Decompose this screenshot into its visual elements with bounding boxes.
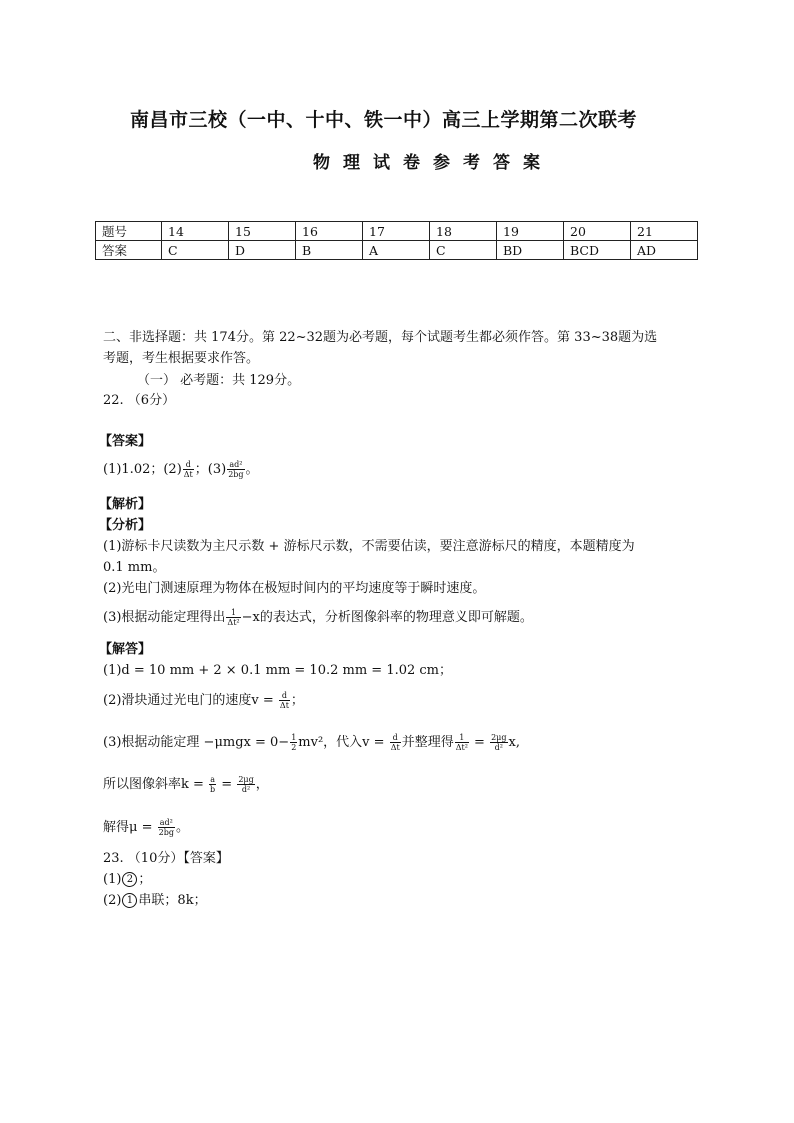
row-label-question: 题号 — [96, 222, 162, 241]
fraction — [237, 775, 254, 794]
fraction-numerator: d — [279, 691, 290, 701]
answer-text: ；(3) — [194, 462, 227, 477]
question-number: 18 — [430, 222, 497, 241]
fraction — [455, 733, 469, 752]
fraction — [209, 775, 216, 794]
solution-line — [103, 815, 189, 841]
answer-cell: D — [229, 241, 296, 260]
q22-analysis-heading: 【解析】 — [99, 497, 152, 512]
solution-text: mv²，代入v = — [298, 735, 389, 750]
fraction-denominator: Δt — [390, 743, 400, 752]
analysis-text: (3)根据动能定理得出 — [103, 610, 226, 625]
solution-text: ， — [255, 777, 269, 792]
page-title: 南昌市三校（一中、十中、铁一中）高三上学期第二次联考 — [130, 109, 638, 131]
fraction-denominator: 2bg — [158, 828, 174, 837]
row-label-answer: 答案 — [96, 241, 162, 260]
solution-text: 解得μ = — [103, 820, 157, 835]
solution-line: (1)d = 10 mm + 2 × 0.1 mm = 10.2 mm = 1.02 cm； — [103, 663, 453, 678]
fraction-numerator: ad² — [227, 460, 244, 470]
fraction — [490, 733, 507, 752]
required-section-label: （一） 必考题：共 129分。 — [137, 373, 301, 388]
fraction — [226, 608, 240, 627]
fraction-denominator: b — [210, 785, 216, 794]
fraction-numerator: 2μg — [491, 733, 507, 742]
answer-text: 。 — [245, 462, 259, 477]
analysis-line: (2)光电门测速原理为物体在极短时间内的平均速度等于瞬时速度。 — [103, 581, 486, 596]
solution-text: 并整理得 — [401, 735, 454, 750]
question-number: 20 — [564, 222, 631, 241]
answer-text: (1)1.02；(2) — [103, 462, 182, 477]
fraction — [279, 691, 290, 710]
fraction — [390, 733, 401, 752]
solution-text: ； — [290, 693, 304, 708]
fraction — [227, 460, 244, 479]
question-number: 15 — [229, 222, 296, 241]
question-number: 21 — [631, 222, 698, 241]
answer-cell: BCD — [564, 241, 631, 260]
solution-text: 所以图像斜率k = — [103, 777, 209, 792]
q22-solution-heading: 【解答】 — [99, 642, 152, 657]
solution-line — [103, 688, 304, 714]
solution-text: (3)根据动能定理 −μmgx = 0− — [103, 735, 290, 750]
solution-text: (2)滑块通过光电门的速度v = — [103, 693, 278, 708]
question-number: 14 — [162, 222, 229, 241]
answer-text: (2) — [103, 893, 122, 908]
table-row — [96, 222, 698, 241]
question-number: 17 — [363, 222, 430, 241]
section-intro-line1: 二、非选择题：共 174分。第 22~32题为必考题，每个试题考生都必须作答。第 33~38题为选 — [103, 330, 658, 345]
circled-number: 2 — [122, 872, 137, 887]
fraction-denominator: Δt — [183, 470, 193, 479]
q22-answer-line — [103, 457, 259, 483]
q22-heading: 22. （6分） — [103, 393, 176, 408]
answer-cell: C — [430, 241, 497, 260]
table-row — [96, 241, 698, 260]
answer-text: (1) — [103, 872, 122, 887]
answer-cell: B — [296, 241, 363, 260]
fraction-denominator: Δt² — [227, 618, 240, 627]
answer-cell: BD — [497, 241, 564, 260]
question-number: 19 — [497, 222, 564, 241]
q23-answer-line — [103, 871, 151, 889]
q22-answer-heading: 【答案】 — [99, 434, 152, 449]
analysis-line: (1)游标卡尺读数为主尺示数 + 游标尺示数，不需要估读，要注意游标尺的精度，本题精度为 — [103, 539, 635, 554]
fraction-numerator: d — [183, 460, 194, 470]
analysis-line — [103, 605, 533, 631]
fraction-numerator: a — [210, 775, 215, 784]
circled-number: 1 — [122, 893, 137, 908]
fraction — [158, 818, 175, 837]
fraction — [290, 733, 297, 752]
answer-cell: C — [162, 241, 229, 260]
fraction-denominator: d² — [241, 785, 251, 794]
fraction-denominator: 2bg — [228, 470, 244, 479]
answer-text: ； — [138, 872, 152, 887]
answer-cell: AD — [631, 241, 698, 260]
fraction-numerator: 2μg — [238, 775, 254, 784]
answer-cell: A — [363, 241, 430, 260]
solution-text: = — [217, 777, 237, 792]
fraction — [183, 460, 194, 479]
solution-text: = — [469, 735, 490, 750]
section-intro-line2: 考题，考生根据要求作答。 — [103, 351, 260, 366]
fraction-numerator: ad² — [158, 818, 175, 828]
solution-text: 。 — [175, 820, 189, 835]
fraction-denominator: d² — [494, 743, 503, 752]
answer-table — [95, 221, 698, 260]
q23-heading: 23. （10分）【答案】 — [103, 851, 229, 866]
solution-line — [103, 730, 520, 756]
fraction-numerator: 1 — [226, 608, 240, 618]
fraction-denominator: 2 — [291, 743, 297, 752]
fraction-numerator: d — [390, 733, 401, 743]
question-number: 16 — [296, 222, 363, 241]
fraction-denominator: Δt² — [455, 743, 468, 752]
answer-text: 串联；8k； — [138, 893, 207, 908]
solution-text: x, — [508, 735, 520, 750]
fraction-numerator: 1 — [455, 733, 469, 743]
analysis-text: −x的表达式，分析图像斜率的物理意义即可解题。 — [241, 610, 533, 625]
analysis-line: 0.1 mm。 — [103, 560, 166, 575]
solution-line — [103, 772, 269, 798]
page-subtitle: 物理试卷参考答案 — [313, 153, 553, 173]
fraction-numerator: 1 — [291, 733, 297, 742]
q23-answer-line — [103, 892, 207, 910]
q22-analysis-sub: 【分析】 — [99, 518, 152, 533]
fraction-denominator: Δt — [279, 701, 289, 710]
